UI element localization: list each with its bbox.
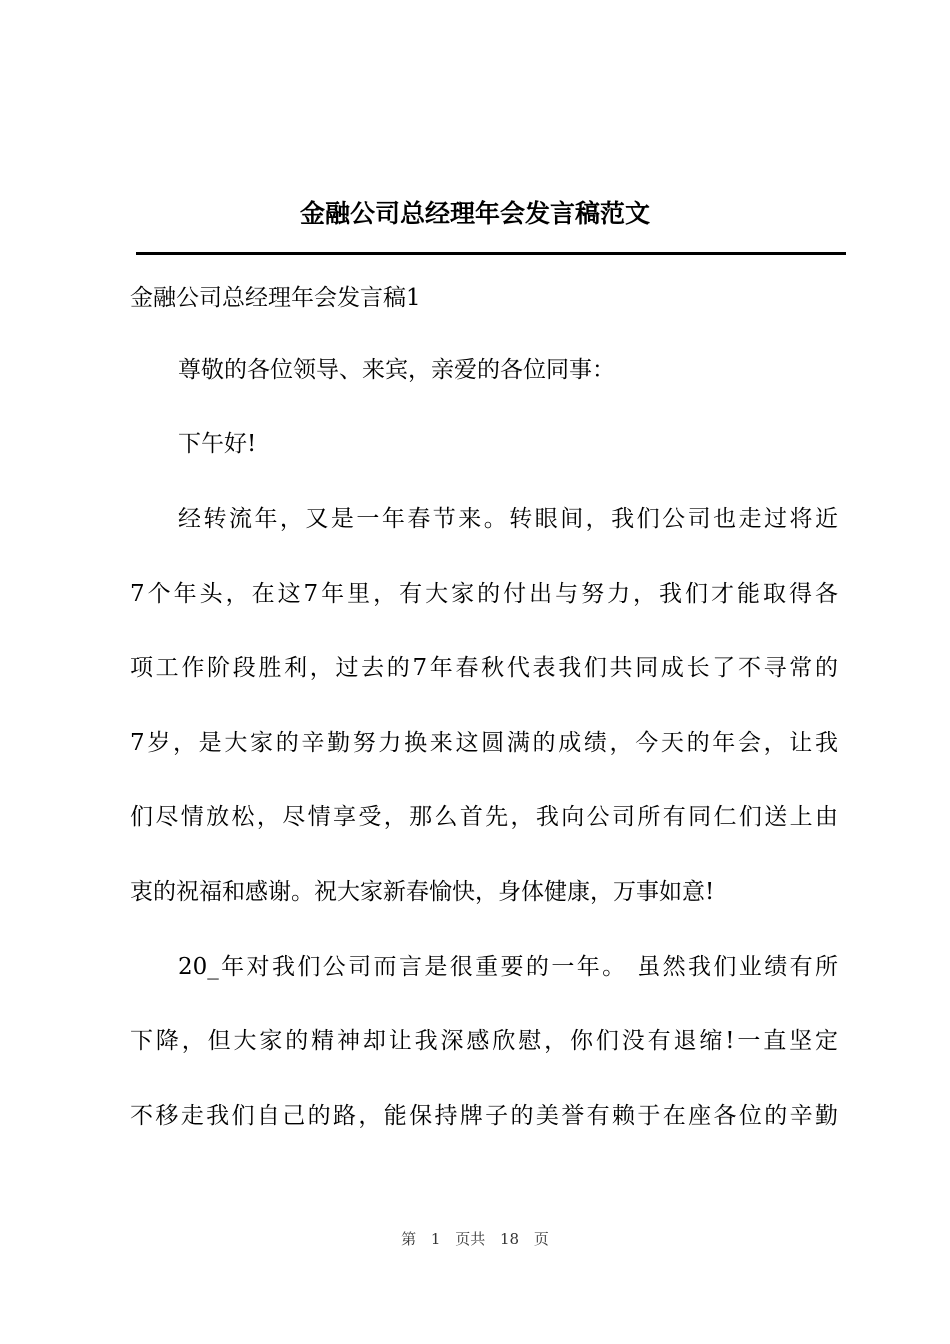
body-line: 下降，但大家的精神却让我深感欣慰，你们没有退缩!一直坚定 (130, 1028, 838, 1054)
page-number-footer: 第 1 页共 18 页 (401, 1230, 549, 1248)
body-line: 们尽情放松，尽情享受，那么首先，我向公司所有同仁们送上由 (130, 804, 838, 830)
body-line: 项工作阶段胜利，过去的7年春秋代表我们共同成长了不寻常的 (130, 655, 838, 681)
title-divider (136, 252, 846, 255)
body-line: 7岁，是大家的辛勤努力换来这圆满的成绩，今天的年会，让我 (130, 730, 838, 756)
salutation-line: 尊敬的各位领导、来宾，亲爱的各位同事： (178, 357, 615, 383)
body-line: 经转流年，又是一年春节来。转眼间，我们公司也走过将近 (178, 506, 838, 532)
body-line: 不移走我们自己的路，能保持牌子的美誉有赖于在座各位的辛勤 (130, 1103, 838, 1129)
document-title: 金融公司总经理年会发言稿范文 (299, 199, 650, 228)
section-heading: 金融公司总经理年会发言稿1 (130, 285, 421, 311)
body-line: 7个年头，在这7年里，有大家的付出与努力，我们才能取得各 (130, 581, 838, 607)
body-line: 衷的祝福和感谢。祝大家新春愉快，身体健康，万事如意! (130, 879, 715, 905)
greeting-line: 下午好! (178, 431, 257, 457)
body-line: 20_年对我们公司而言是很重要的一年。 虽然我们业绩有所 (178, 954, 838, 980)
